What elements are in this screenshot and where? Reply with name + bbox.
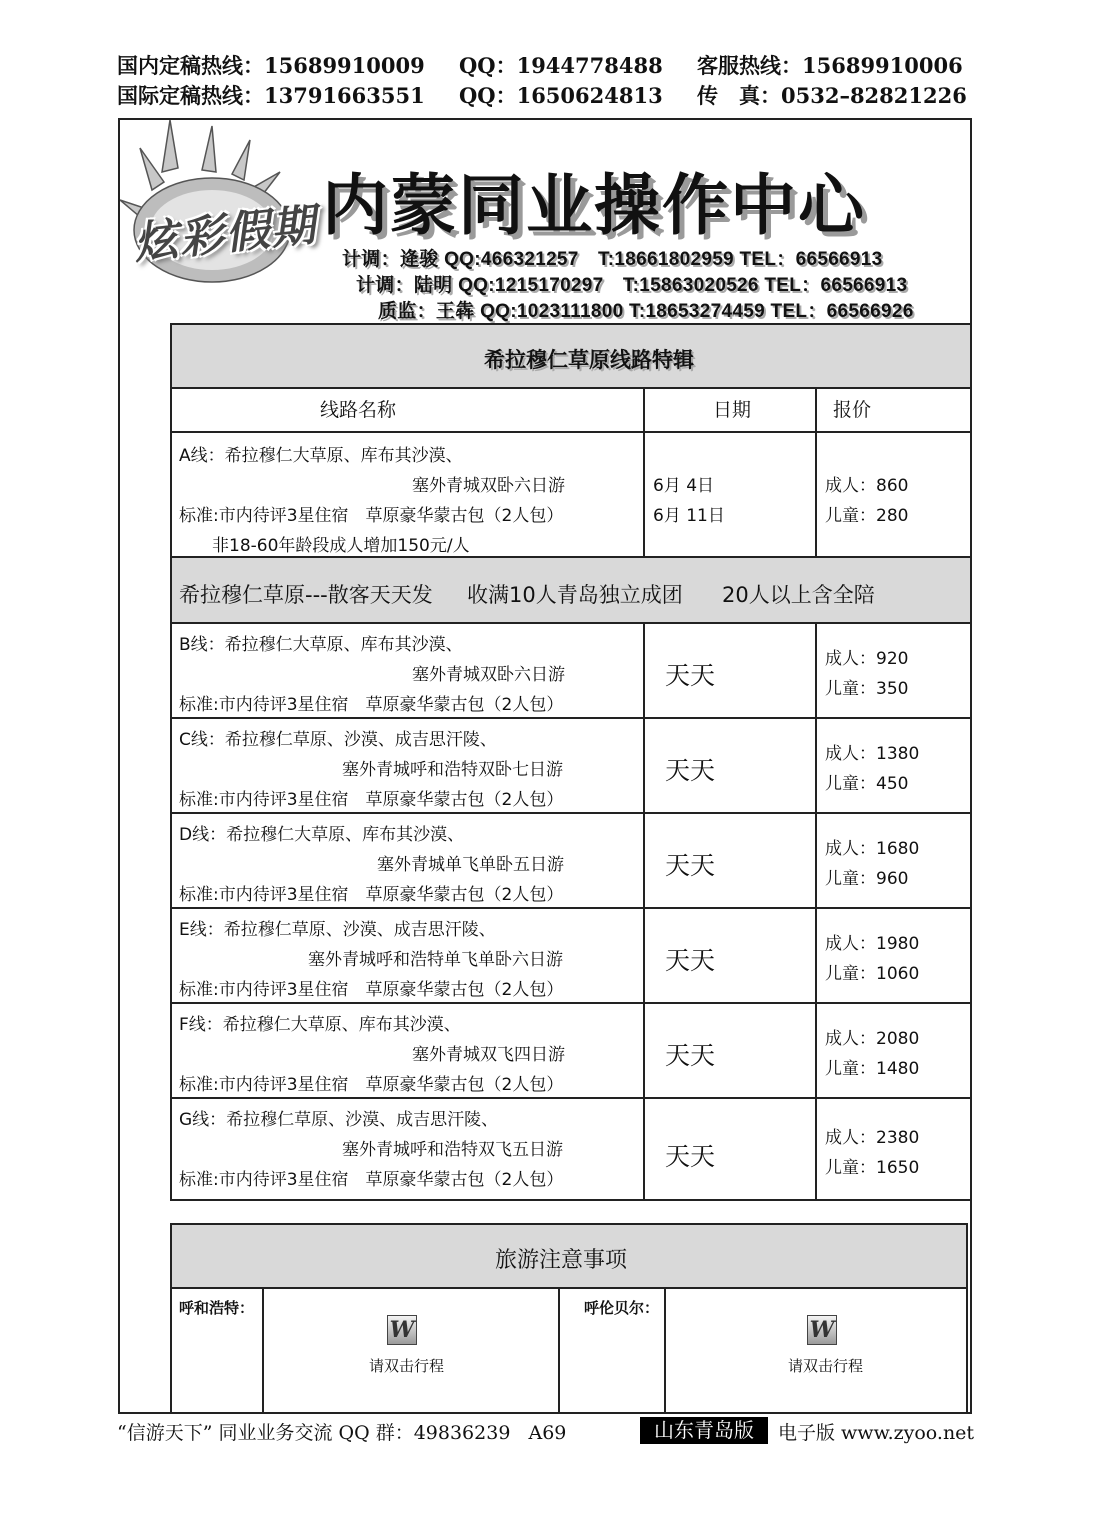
- footer-text: [117, 1418, 566, 1445]
- notes-header: [170, 1223, 968, 1289]
- route-d-date-cell: [643, 812, 817, 909]
- international-hotline: 国际定稿热线：13791663551: [117, 83, 425, 108]
- word-document-icon[interactable]: W: [807, 1315, 837, 1345]
- service-hotline: 客服热线：15689910006: [697, 53, 963, 78]
- header-price: 报价: [833, 399, 872, 421]
- route-b-cell: [170, 622, 645, 719]
- notes-left-label-cell: [170, 1287, 264, 1414]
- fax-number: 传 真：0532–82821226: [697, 83, 967, 108]
- route-b-child-price: 儿童：350: [825, 679, 909, 699]
- route-f-price-cell: [815, 1002, 972, 1099]
- route-e-adult-price: 成人：1980: [825, 934, 920, 954]
- route-e-standard: 标准:市内待评3星住宿 草原豪华蒙古包（2人包）: [179, 980, 564, 1000]
- contact-line-2: 计调：陆明 QQ:1215170297 T:15863020526 TEL：66566913: [356, 275, 908, 296]
- route-a-date2: 6月 11日: [653, 506, 725, 526]
- route-d-price-cell: [815, 812, 972, 909]
- route-g-adult-price: 成人：2380: [825, 1128, 920, 1148]
- route-g-date-cell: [643, 1097, 817, 1201]
- website-link[interactable]: 电子版 www.zyoo.net: [778, 1422, 975, 1444]
- header-route: 线路名称: [320, 399, 397, 421]
- edition-badge: 山东青岛版: [640, 1417, 768, 1444]
- route-f-date: 天天: [665, 1041, 716, 1070]
- hulunbuir-label: 呼伦贝尔：: [584, 1299, 660, 1317]
- route-g-cell: [170, 1097, 645, 1201]
- header-route-cell: [170, 387, 645, 433]
- contact-line-3: 质监：王犇 QQ:1023111800 T:18653274459 TEL：66566926: [378, 301, 914, 322]
- route-c-date: 天天: [665, 756, 716, 785]
- route-d-line2: 塞外青城单飞单卧五日游: [377, 855, 564, 875]
- route-d-cell: [170, 812, 645, 909]
- route-g-date: 天天: [665, 1142, 716, 1171]
- hulunbuir-double-click-link[interactable]: 请双击行程: [788, 1357, 864, 1375]
- route-b-standard: 标准:市内待评3星住宿 草原豪华蒙古包（2人包）: [179, 695, 564, 715]
- group-banner-b: 收满10人青岛独立成团: [467, 583, 683, 607]
- route-g-standard: 标准:市内待评3星住宿 草原豪华蒙古包（2人包）: [179, 1170, 564, 1190]
- route-g-price-cell: [815, 1097, 972, 1201]
- route-f-child-price: 儿童：1480: [825, 1059, 920, 1079]
- section-title: 希拉穆仁草原线路特辑: [484, 348, 694, 372]
- notes-title: 旅游注意事项: [495, 1248, 628, 1273]
- route-f-line1: F线：希拉穆仁大草原、库布其沙漠、: [179, 1015, 461, 1035]
- route-f-line2: 塞外青城双飞四日游: [412, 1045, 565, 1065]
- contact-line-1: 计调：逄骏 QQ:466321257 T:18661802959 TEL：66566913: [342, 249, 883, 270]
- route-c-line2: 塞外青城呼和浩特双卧七日游: [342, 760, 563, 780]
- hohhot-label: 呼和浩特：: [179, 1299, 255, 1317]
- route-c-cell: [170, 717, 645, 814]
- route-d-standard: 标准:市内待评3星住宿 草原豪华蒙古包（2人包）: [179, 885, 564, 905]
- section-header: [170, 323, 972, 389]
- route-c-adult-price: 成人：1380: [825, 744, 920, 764]
- route-f-adult-price: 成人：2080: [825, 1029, 920, 1049]
- route-d-adult-price: 成人：1680: [825, 839, 920, 859]
- route-a-adult-price: 成人：860: [825, 476, 909, 496]
- route-g-line1: G线：希拉穆仁草原、沙漠、成吉思汗陵、: [179, 1110, 499, 1130]
- domestic-hotline: 国内定稿热线：15689910009: [117, 53, 425, 78]
- route-d-child-price: 儿童：960: [825, 869, 909, 889]
- hohhot-double-click-link[interactable]: 请双击行程: [369, 1357, 445, 1375]
- route-e-child-price: 儿童：1060: [825, 964, 920, 984]
- header-price-cell: [815, 387, 972, 433]
- route-c-standard: 标准:市内待评3星住宿 草原豪华蒙古包（2人包）: [179, 790, 564, 810]
- route-b-line1: B线：希拉穆仁大草原、库布其沙漠、: [179, 635, 463, 655]
- qq-2: QQ：1650624813: [459, 83, 663, 108]
- route-a-child-price: 儿童：280: [825, 506, 909, 526]
- route-g-line2: 塞外青城呼和浩特双飞五日游: [342, 1140, 563, 1160]
- route-e-date-cell: [643, 907, 817, 1004]
- header-date-cell: [643, 387, 817, 433]
- route-a-cell: [170, 431, 645, 558]
- qq-1: QQ：1944778488: [459, 53, 663, 78]
- footer-qq-group: “信游天下” 同业业务交流 QQ 群：49836239: [117, 1422, 511, 1444]
- route-e-price-cell: [815, 907, 972, 1004]
- route-e-date: 天天: [665, 946, 716, 975]
- route-b-price-cell: [815, 622, 972, 719]
- route-b-line2: 塞外青城双卧六日游: [412, 665, 565, 685]
- route-d-line1: D线：希拉穆仁大草原、库布其沙漠、: [179, 825, 465, 845]
- route-b-adult-price: 成人：920: [825, 649, 909, 669]
- route-f-cell: [170, 1002, 645, 1099]
- logo-text: 炫彩假期: [131, 199, 320, 270]
- route-a-date1: 6月 4日: [653, 476, 715, 496]
- route-a-line1: A线：希拉穆仁大草原、库布其沙漠、: [179, 446, 463, 466]
- route-c-child-price: 儿童：450: [825, 774, 909, 794]
- route-a-price-cell: [815, 431, 972, 558]
- route-b-date: 天天: [665, 661, 716, 690]
- route-c-price-cell: [815, 717, 972, 814]
- route-a-extra: 非18-60年龄段成人增加150元/人: [212, 536, 470, 556]
- route-e-line1: E线：希拉穆仁草原、沙漠、成吉思汗陵、: [179, 920, 496, 940]
- route-d-date: 天天: [665, 851, 716, 880]
- page-number: A69: [528, 1422, 567, 1444]
- hohhot-attachment-cell[interactable]: [262, 1287, 560, 1414]
- page-title: 内蒙同业操作中心: [322, 167, 866, 244]
- route-f-date-cell: [643, 1002, 817, 1099]
- hulunbuir-attachment-cell[interactable]: [664, 1287, 968, 1414]
- route-b-date-cell: [643, 622, 817, 719]
- route-a-line2: 塞外青城双卧六日游: [412, 476, 565, 496]
- route-a-standard: 标准:市内待评3星住宿 草原豪华蒙古包（2人包）: [179, 506, 564, 526]
- route-c-date-cell: [643, 717, 817, 814]
- route-c-line1: C线：希拉穆仁草原、沙漠、成吉思汗陵、: [179, 730, 497, 750]
- group-banner-a: 希拉穆仁草原---散客天天发: [179, 583, 433, 607]
- route-e-cell: [170, 907, 645, 1004]
- notes-right-label-cell: [558, 1287, 666, 1414]
- route-e-line2: 塞外青城呼和浩特单飞单卧六日游: [308, 950, 563, 970]
- header-date: 日期: [713, 399, 752, 421]
- word-document-icon[interactable]: W: [387, 1315, 417, 1345]
- route-g-child-price: 儿童：1650: [825, 1158, 920, 1178]
- group-banner: [170, 556, 972, 624]
- route-f-standard: 标准:市内待评3星住宿 草原豪华蒙古包（2人包）: [179, 1075, 564, 1095]
- group-banner-c: 20人以上含全陪: [722, 583, 875, 607]
- route-a-date-cell: [643, 431, 817, 558]
